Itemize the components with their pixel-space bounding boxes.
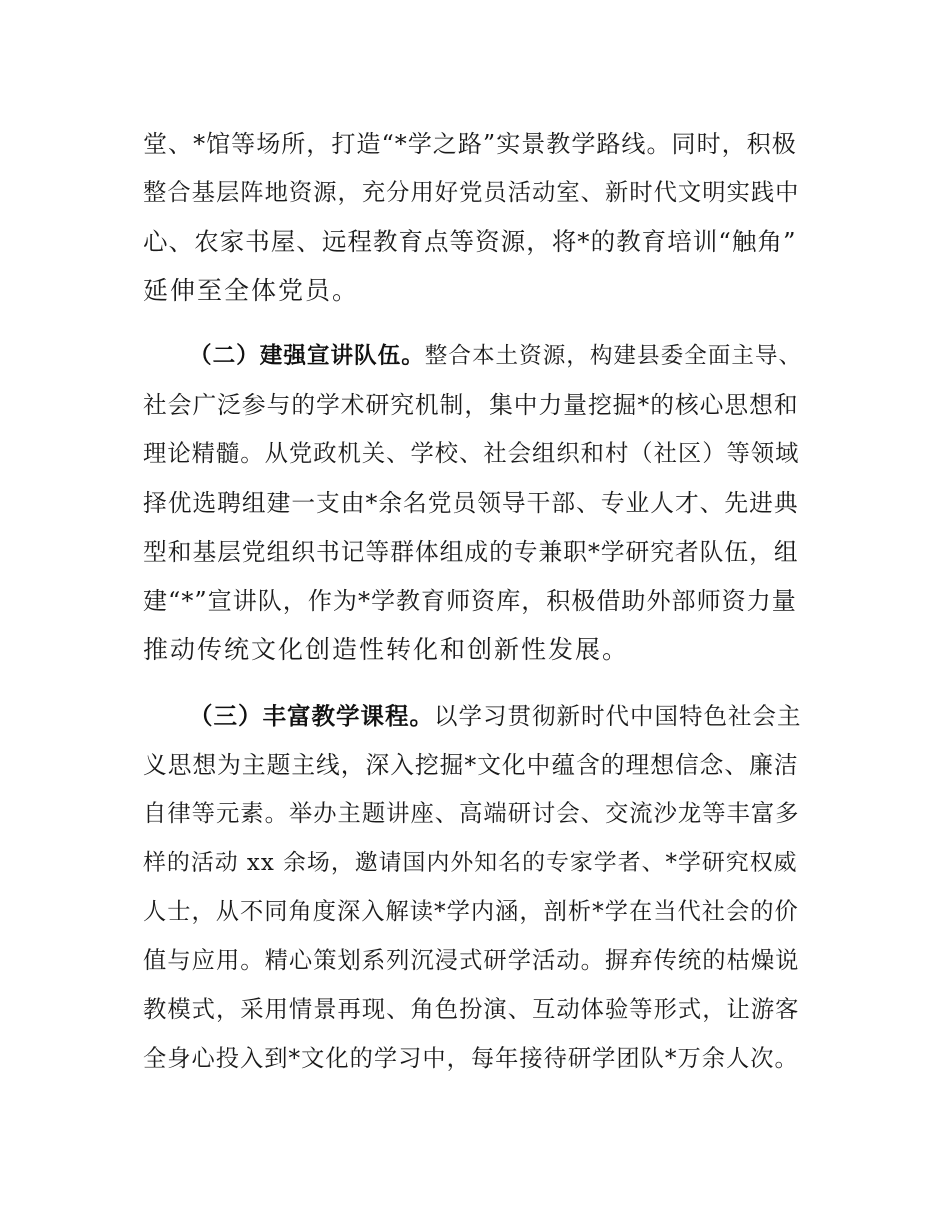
paragraph-3-line-7: 教模式，采用情景再现、角色扮演、互动体验等形式，让游客	[143, 996, 800, 1023]
paragraph-2-line-4: 择优选聘组建一支由*余名党员领导干部、专业人才、先进典	[143, 489, 799, 517]
paragraph-2-line-3: 理论精髓。从党政机关、学校、社会组织和村（社区）等领域	[143, 440, 800, 467]
paragraph-3-first-line	[189, 700, 802, 732]
paragraph-3-line-6: 值与应用。精心策划系列沉浸式研学活动。摒弃传统的枯燥说	[143, 947, 800, 974]
paragraph-2-line-6: 建“*”宣讲队，作为*学教育师资库，积极借助外部师资力量	[143, 587, 797, 615]
paragraph-3-line-1: 以学习贯彻新时代中国特色社会主	[434, 702, 802, 730]
paragraph-1-line-1: 堂、*馆等场所，打造“*学之路”实景教学路线。同时，积极	[143, 130, 797, 158]
section-heading-2: （二）建强宣讲队伍。	[189, 343, 425, 369]
paragraph-2-line-7: 推动传统文化创造性转化和创新性发展。	[143, 635, 630, 664]
paragraph-3-line-2: 义思想为主题主线，深入挖掘*文化中蕴含的理想信念、廉洁	[143, 751, 799, 779]
paragraph-1-line-4: 延伸至全体党员。	[143, 276, 360, 305]
paragraph-3-line-8: 全身心投入到*文化的学习中，每年接待研学团队*万余人次。	[143, 1045, 799, 1072]
paragraph-3-line-4: 样的活动 xx 余场，邀请国内外知名的专家学者、*学研究权威	[143, 850, 798, 876]
paragraph-1-line-3: 心、农家书屋、远程教育点等资源，将*的教育培训“触角”	[143, 227, 797, 256]
paragraph-1-line-2: 整合基层阵地资源，充分用好党员活动室、新时代文明实践中	[143, 179, 800, 206]
paragraph-3-line-5: 人士，从不同角度深入解读*学内涵，剖析*学在当代社会的价	[143, 898, 799, 925]
paragraph-2-first-line	[189, 340, 802, 372]
paragraph-3-line-3: 自律等元素。举办主题讲座、高端研讨会、交流沙龙等丰富多	[143, 800, 800, 827]
paragraph-2-line-2: 社会广泛参与的学术研究机制，集中力量挖掘*的核心思想和	[143, 391, 799, 419]
paragraph-2-line-1: 整合本土资源，构建县委全面主导、	[424, 343, 803, 369]
paragraph-2-line-5: 型和基层党组织书记等群体组成的专兼职*学研究者队伍，组	[143, 538, 799, 566]
section-heading-3: （三）丰富教学课程。	[189, 702, 434, 730]
